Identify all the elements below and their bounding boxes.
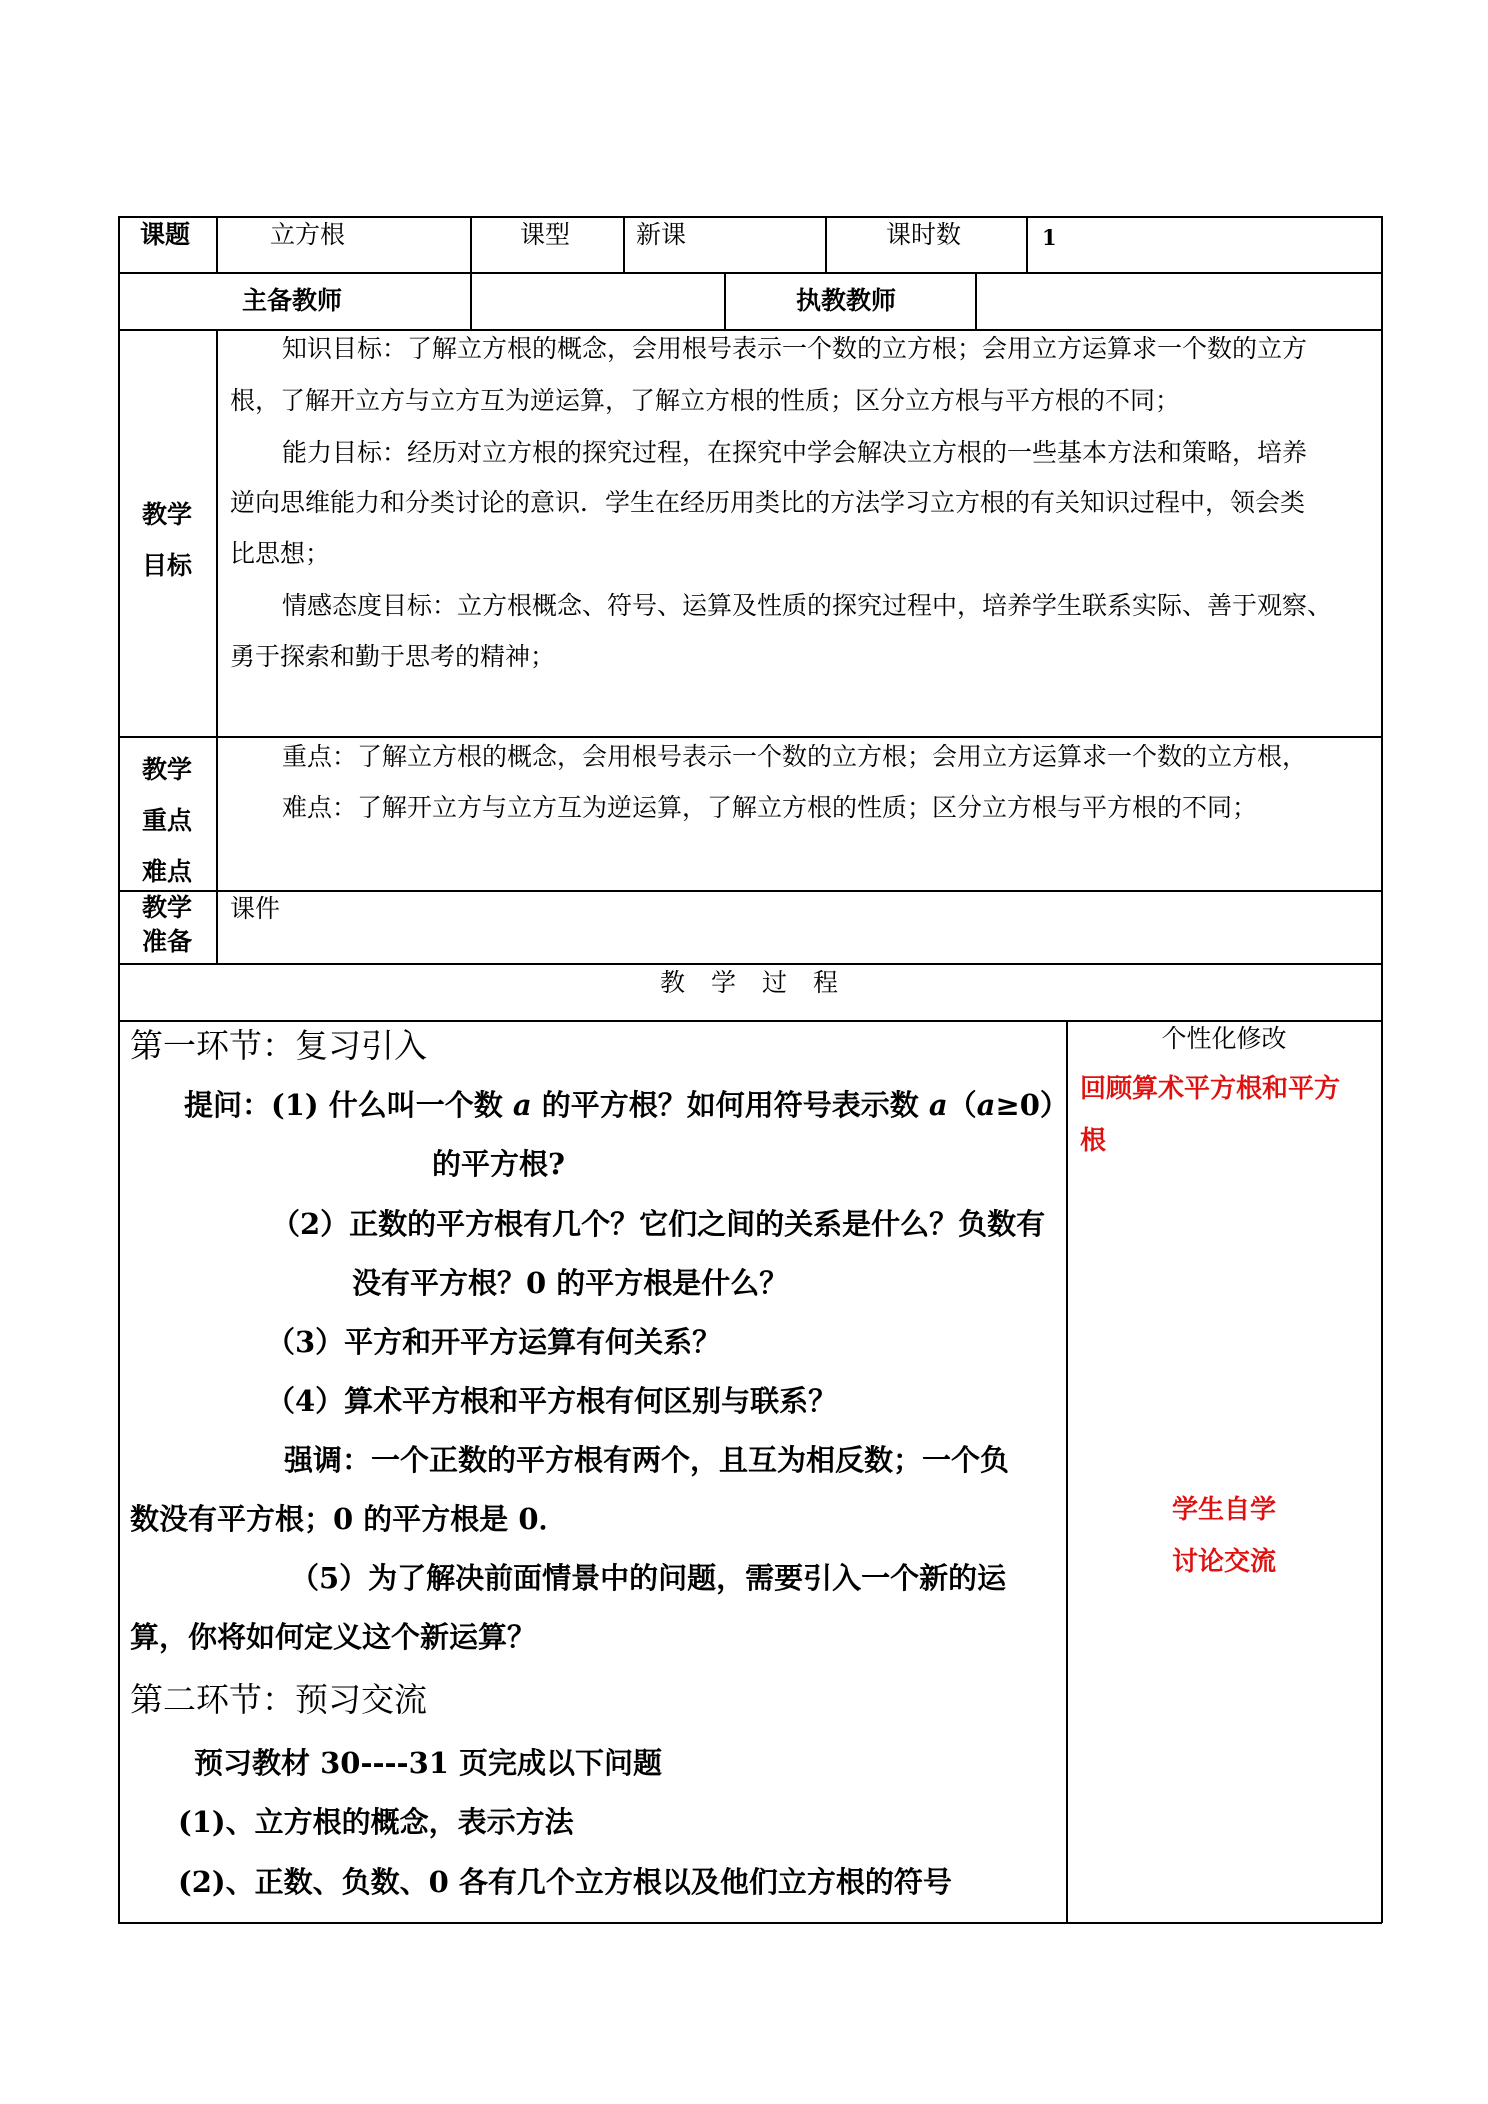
question-1-line2: 的平方根?	[432, 1147, 565, 1181]
q1-text-c: ≥0）	[995, 1088, 1069, 1122]
rule-row1	[118, 272, 1382, 274]
rule-bottom	[118, 1922, 1382, 1924]
objective-line: 勇于探索和勤于思考的精神；	[230, 642, 556, 671]
rule-right	[1381, 216, 1383, 1923]
side-note-self-study: 学生自学	[1171, 1495, 1277, 1525]
lead-teacher-label: 主备教师	[242, 286, 343, 315]
rule-top	[118, 216, 1382, 218]
rule-row3	[118, 736, 1382, 738]
q1-var-a: a	[928, 1088, 948, 1122]
preview-question-1: (1)、立方根的概念，表示方法	[178, 1805, 574, 1839]
section1-title: 第一环节：复习引入	[130, 1026, 427, 1065]
key-point-text: 重点：了解立方根的概念，会用根号表示一个数的立方根；会用立方运算求一个数的立方根，	[282, 742, 1308, 771]
objective-line: 知识目标：了解立方根的概念，会用根号表示一个数的立方根；会用立方运算求一个数的立方	[282, 334, 1308, 363]
question-4: （4）算术平方根和平方根有何区别与联系？	[266, 1384, 838, 1418]
type-label: 课型	[520, 220, 571, 249]
rule-r1-e	[1026, 216, 1028, 273]
topic-value: 立方根	[270, 220, 346, 249]
keypoints-label-2: 重点	[142, 806, 193, 835]
rule-r2-c	[975, 272, 977, 330]
question-2-line2: 没有平方根？0 的平方根是什么？	[352, 1266, 789, 1300]
hours-label: 课时数	[886, 220, 962, 249]
objective-line: 逆向思维能力和分类讨论的意识．学生在经历用类比的方法学习立方根的有关知识过程中，领会类	[230, 488, 1306, 517]
question-1-line1	[184, 1088, 1069, 1122]
preparation-label-2: 准备	[142, 927, 193, 956]
rule-r1-c	[623, 216, 625, 273]
objective-line: 情感态度目标：立方根概念、符号、运算及性质的探究过程中，培养学生联系实际、善于观察、	[282, 591, 1333, 620]
side-note-review-cont: 根	[1080, 1126, 1107, 1156]
rule-row5	[118, 963, 1382, 965]
emphasis-line1: 强调：一个正数的平方根有两个，且互为相反数；一个负	[284, 1443, 1010, 1477]
rule-r1-a	[216, 216, 218, 273]
section2-title: 第二环节：预习交流	[130, 1680, 427, 1719]
objective-line: 能力目标：经历对立方根的探究过程，在探究中学会解决立方根的一些基本方法和策略，培养	[282, 438, 1308, 467]
objective-line: 根，了解开立方与立方互为逆运算，了解立方根的性质；区分立方根与平方根的不同；	[230, 386, 1181, 415]
rule-r2-b	[724, 272, 726, 330]
topic-label: 课题	[140, 220, 191, 249]
rule-left	[118, 216, 120, 1923]
q1-text-a: 提问：(1) 什么叫一个数	[184, 1088, 513, 1122]
question-5-line1: （5）为了解决前面情景中的问题，需要引入一个新的运	[290, 1561, 1007, 1595]
q1-text-b: 的平方根？如何用符号表示数	[531, 1088, 929, 1122]
objectives-label-1: 教学	[142, 500, 193, 529]
q1-var-a: a	[512, 1088, 532, 1122]
q1-paren: （	[947, 1088, 977, 1122]
preview-question-2: (2)、正数、负数、0 各有几个立方根以及他们立方根的符号	[178, 1865, 952, 1899]
rule-r1-d	[825, 216, 827, 273]
rule-row6	[118, 1020, 1382, 1022]
objectives-label-2: 目标	[142, 551, 193, 580]
type-value: 新课	[636, 220, 687, 249]
keypoints-label-3: 难点	[142, 857, 193, 886]
preparation-label-1: 教学	[142, 893, 193, 922]
preparation-value: 课件	[230, 894, 281, 923]
question-2-line1: （2）正数的平方根有几个？它们之间的关系是什么？负数有	[271, 1207, 1046, 1241]
question-3: （3）平方和开平方运算有何关系？	[266, 1325, 722, 1359]
keypoints-label-1: 教学	[142, 755, 193, 784]
teaching-teacher-label: 执教教师	[796, 286, 897, 315]
emphasis-line2: 数没有平方根；0 的平方根是 0．	[130, 1502, 568, 1536]
preview-instruction: 预习教材 30----31 页完成以下问题	[194, 1746, 663, 1780]
rule-row2	[118, 329, 1382, 331]
difficulty-text: 难点：了解开立方与立方互为逆运算，了解立方根的性质；区分立方根与平方根的不同；	[282, 793, 1258, 822]
side-note-review: 回顾算术平方根和平方	[1080, 1074, 1341, 1104]
q1-var-a: a	[976, 1088, 996, 1122]
question-5-line2: 算，你将如何定义这个新运算？	[130, 1620, 537, 1654]
rule-r2-a	[470, 272, 472, 330]
hours-value: 1	[1042, 225, 1057, 250]
rule-row4	[118, 890, 1382, 892]
side-note-discussion: 讨论交流	[1171, 1547, 1277, 1577]
process-title: 教学过程	[659, 968, 865, 997]
rule-r1-b	[470, 216, 472, 273]
objective-line: 比思想；	[230, 539, 331, 568]
rule-side-col	[1066, 1020, 1068, 1923]
rule-label-col	[216, 329, 218, 964]
side-column-header: 个性化修改	[1161, 1024, 1287, 1053]
